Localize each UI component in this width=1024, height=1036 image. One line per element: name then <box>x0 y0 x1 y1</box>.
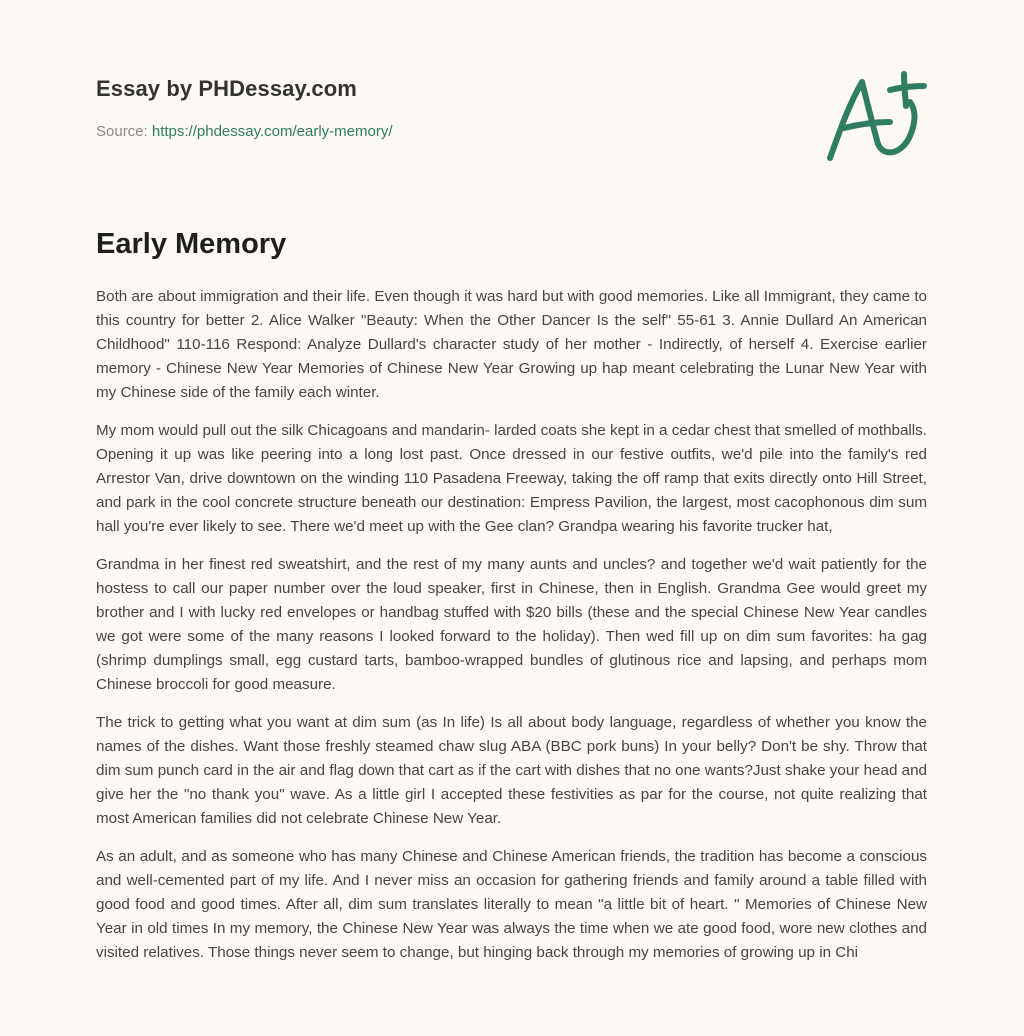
source-link[interactable]: https://phdessay.com/early-memory/ <box>151 123 393 140</box>
essay-paragraph: My mom would pull out the silk Chicagoans and mandarin- larded coats she kept in a cedar chest that smelled of mothballs. Opening it up was like peering into a long lost past. Once dressed in our festive outfits, we'd pile into the family's red Arrestor Van, drive downtown on the winding 110 Pasadena Freeway, taking the off ramp that exits directly onto Hill Street, and park in the cool concrete structure beneath our destination: Empress Pavilion, the largest, most cacophonous dim sum hall you're ever likely to see. There we'd meet up with the Gee clan? Grandpa wearing his favorite trucker hat, <box>96 422 927 535</box>
a-plus-grade-icon <box>818 66 930 166</box>
source-line <box>96 122 796 142</box>
essay-paragraph: Grandma in her finest red sweatshirt, and the rest of my many aunts and uncles? and together we'd wait patiently for the hostess to call our paper number over the loud speaker, first in Chinese, then in English. Grandma Gee would greet my brother and I with lucky red envelopes or handbag stuffed with $20 bills (these and the special Chinese New Year candles we got were some of the many reasons I looked forward to the holiday). Then wed fill up on dim sum favorites: ha gag (shrimp dumplings small, egg custard tarts, bamboo-wrapped bundles of glutinous rice and lapsing, and perhaps mom Chinese broccoli for good measure. <box>96 556 927 693</box>
essay-paragraph: Both are about immigration and their life. Even though it was hard but with good memories. Like all Immigrant, they came to this country for better 2. Alice Walker "Beauty: When the Other Dancer Is the self" 55-61 3. Annie Dullard An American Childhood" 110-116 Respond: Analyze Dullard's character study of her mother - Indirectly, of herself 4. Exercise earlier memory - Chinese New Year Memories of Chinese New Year Growing up hap meant celebrating the Lunar New Year with my Chinese side of the family each winter. <box>96 288 927 401</box>
essay-paragraph: The trick to getting what you want at dim sum (as In life) Is all about body language, regardless of whether you know the names of the dishes. Want those freshly steamed chaw slug ABA (BBC pork buns) In your belly? Don't be shy. Throw that dim sum punch card in the air and flag down that cart as if the cart with dishes that no one wants?Just shake your head and give her the "no thank you" wave. As a little girl I accepted these festivities as par for the course, not quite realizing that most American families did not celebrate Chinese New Year. <box>96 714 927 827</box>
source-label: Source: <box>96 123 152 140</box>
essay-paragraph: As an adult, and as someone who has many Chinese and Chinese American friends, the tradition has become a conscious and well-cemented part of my life. And I never miss an occasion for gathering friends and family around a table filled with good food and good times. After all, dim sum translates literally to mean "a little bit of heart. " Memories of Chinese New Year in old times In my memory, the Chinese New Year was always the time when we ate good food, wore new clothes and visited relatives. Those things never seem to change, but hinging back through my memories of growing up in Chi <box>96 848 927 961</box>
essay-body <box>96 285 927 979</box>
page-header <box>96 74 796 142</box>
essay-title: Early Memory <box>96 228 287 260</box>
site-title: Essay by PHDessay.com <box>96 76 357 101</box>
